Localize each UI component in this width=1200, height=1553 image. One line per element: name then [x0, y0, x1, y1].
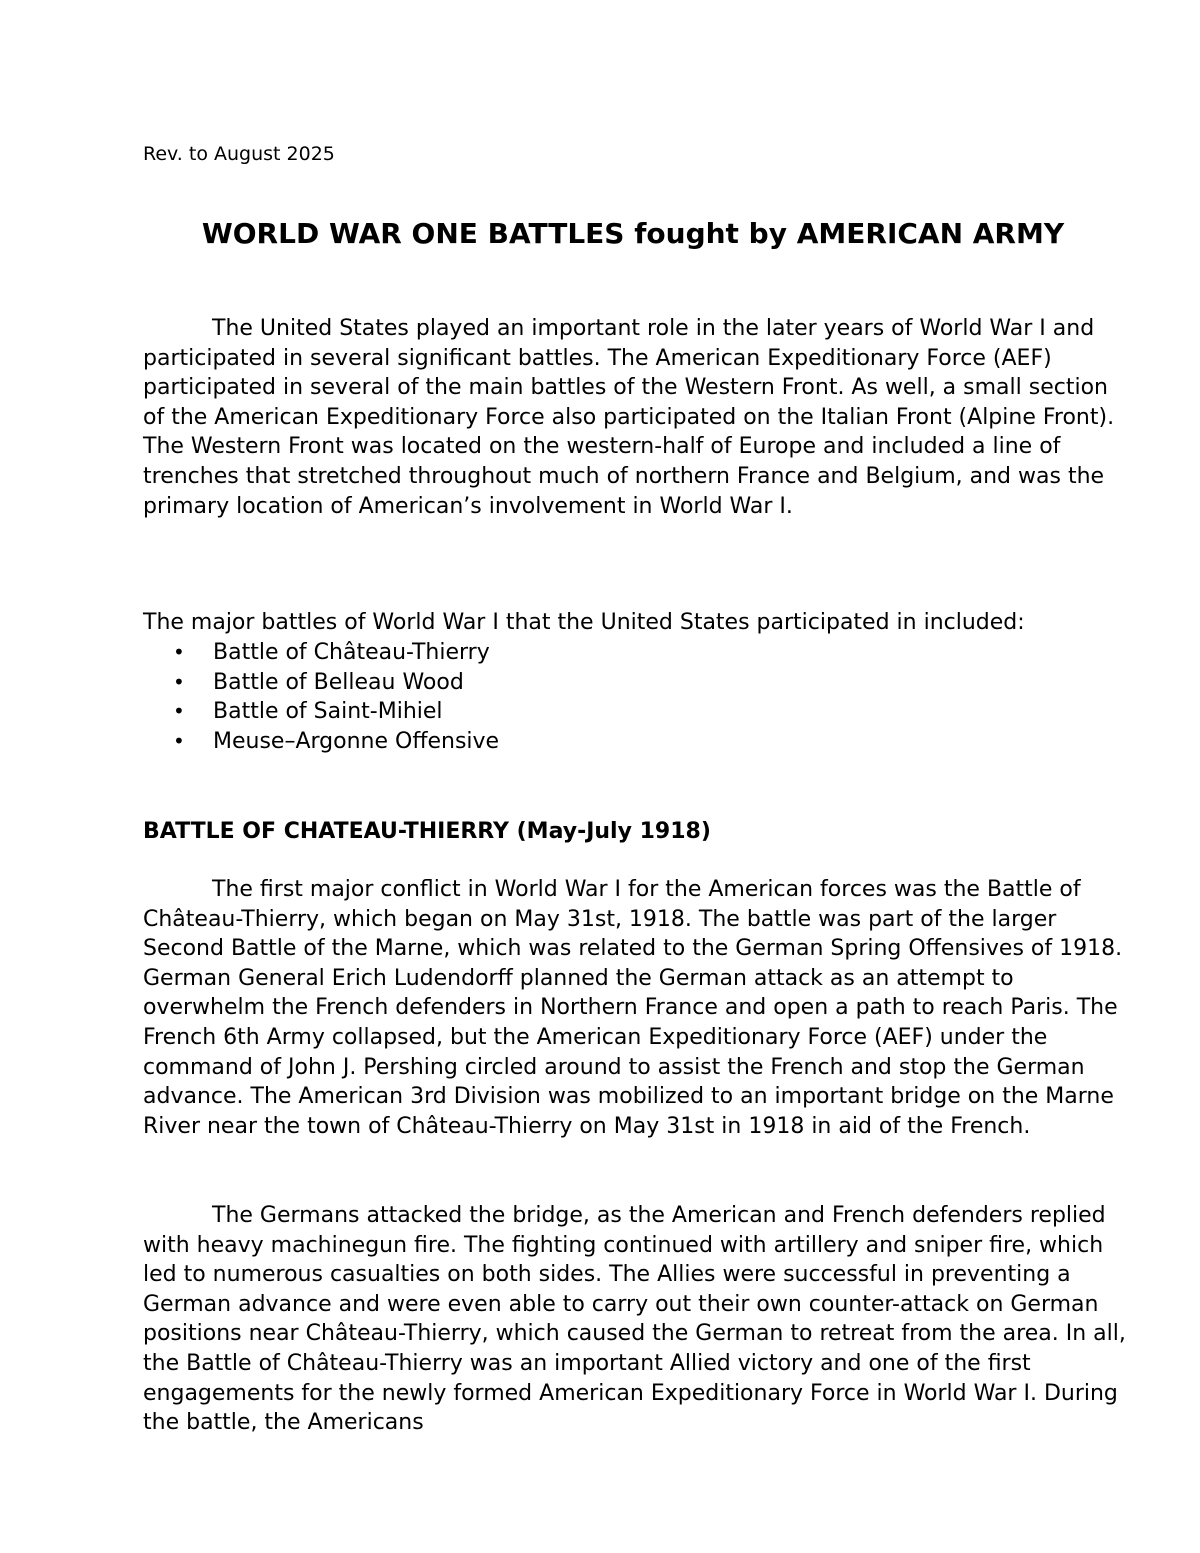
revision-note: Rev. to August 2025 [143, 143, 335, 165]
battle-name: Battle of Saint-Mihiel [213, 699, 443, 725]
list-item [143, 638, 1043, 668]
chateau-thierry-paragraph-1: The first major conflict in World War I for the American forces was the Battle of Château-Thierry, which began on May 31st, 1918. The battle was part of the larger Second Battle of the Marne, which was related to the German Spring Offensives of 1918. German General Erich Ludendorff planned the German attack as an attempt to overwhelm the French defenders in Northern France and open a path to reach Paris. The French 6th Army collapsed, but the American Expeditionary Force (AEF) under the command of John J. Pershing circled around to assist the French and stop the German advance. The American 3rd Division was mobilized to an important bridge on the Marne River near the town of Château-Thierry on May 31st in 1918 in aid of the French. [143, 877, 1123, 1139]
bullet-icon: • [173, 699, 185, 724]
bullet-icon: • [173, 669, 185, 694]
battles-intro: The major battles of World War I that the United States participated in included: [143, 610, 1025, 635]
bullet-icon: • [173, 728, 185, 753]
list-item [143, 697, 1043, 727]
battle-name: Battle of Belleau Wood [213, 669, 464, 695]
battle-list [143, 638, 1043, 756]
document-title: WORLD WAR ONE BATTLES fought by AMERICAN ARMY [201, 217, 1065, 250]
list-item [143, 727, 1043, 757]
intro-paragraph: The United States played an important role in the later years of World War I and participated in several significant battles. The American Expeditionary Force (AEF) participated in several of the main battles of the Western Front. As well, a small section of the American Expeditionary Force also participated on the Italian Front (Alpine Front). The Western Front was located on the western-half of Europe and included a line of trenches that stretched throughout much of northern France and Belgium, and was the primary location of American’s involvement in World War I. [143, 316, 1115, 519]
battle-name: Meuse–Argonne Offensive [213, 728, 500, 754]
battle-name: Battle of Château-Thierry [213, 640, 490, 665]
section-heading-chateau-thierry: BATTLE OF CHATEAU-THIERRY (May-July 1918) [143, 819, 711, 844]
chateau-thierry-paragraph-2: The Germans attacked the bridge, as the American and French defenders replied with heavy machinegun fire. The fighting continued with artillery and sniper fire, which led to numerous casualties on both sides. The Allies were successful in preventing a German advance and were even able to carry out their own counter-attack on German positions near Château-Thierry, which caused the German to retreat from the area. In all, the Battle of Château-Thierry was an important Allied victory and one of the first engagements for the newly formed American Expeditionary Force in World War I. During the battle, the Americans [143, 1203, 1126, 1436]
list-item [143, 668, 1043, 698]
bullet-icon: • [173, 640, 185, 664]
